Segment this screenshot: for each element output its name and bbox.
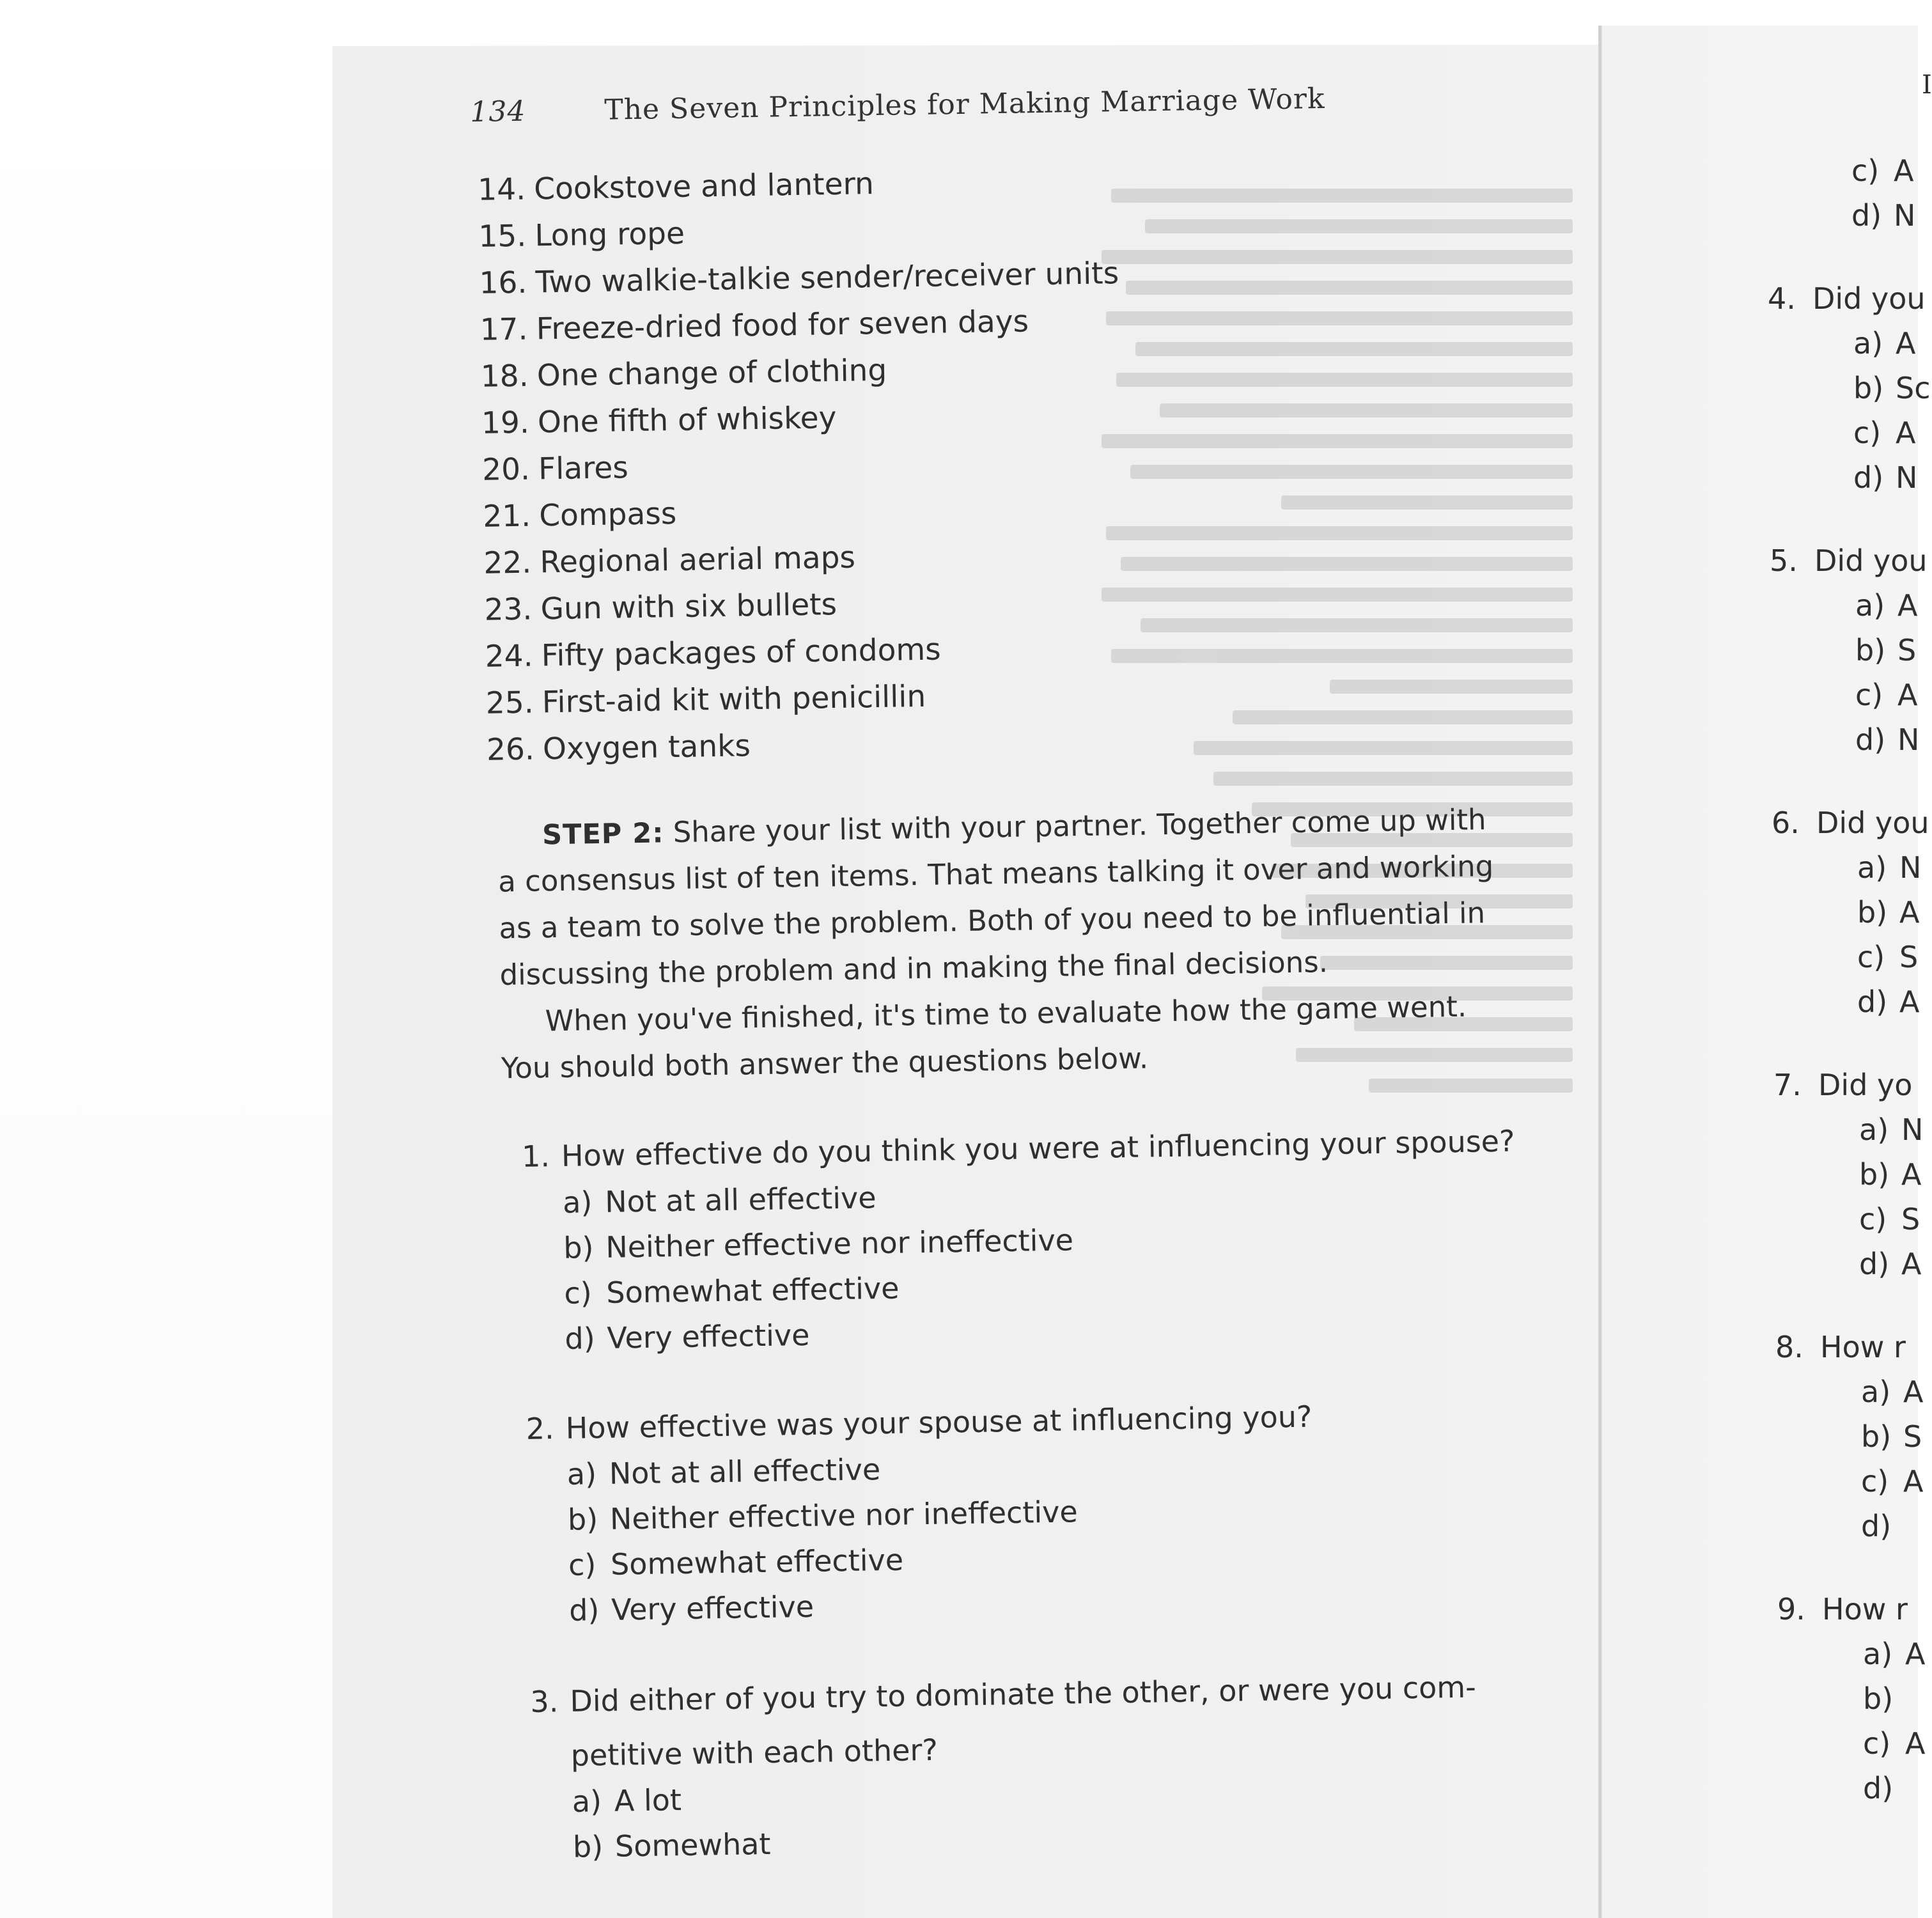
list-item: 24. Fifty packages of condoms <box>485 632 942 674</box>
list-item: 20. Flares <box>481 450 629 488</box>
right-option-item: c) S <box>1857 940 1919 974</box>
right-option-item: a) N <box>1859 1112 1924 1147</box>
step-label: STEP 2: <box>541 817 664 852</box>
right-option-item: c) A <box>1861 1464 1924 1499</box>
option-item: d) Very effective <box>565 1317 810 1356</box>
right-option-item: d) N <box>1853 460 1918 495</box>
list-item: 16. Two walkie-talkie sender/receiver units <box>479 256 1119 301</box>
list-item: 21. Compass <box>482 496 677 534</box>
right-option-item: c) A <box>1863 1726 1926 1761</box>
right-question: 9. How r <box>1777 1592 1908 1626</box>
right-option-item: a) N <box>1857 850 1922 885</box>
right-question: 7. Did yo <box>1773 1068 1913 1102</box>
right-option-item: c) S <box>1859 1202 1920 1236</box>
right-option-item: a) A <box>1863 1637 1926 1671</box>
option-item: d) Very effective <box>568 1589 814 1628</box>
list-item: 23. Gun with six bullets <box>484 587 837 628</box>
step2-line: a consensus list of ten items. That means talking it over and working <box>497 849 1494 899</box>
right-question: 5. Did you <box>1770 543 1928 578</box>
list-item: 15. Long rope <box>478 215 685 254</box>
right-question: 4. Did you <box>1768 281 1926 316</box>
right-option-item: d) <box>1861 1509 1892 1543</box>
list-item: 18. One change of clothing <box>480 352 887 394</box>
right-running-header: I <box>1922 70 1932 100</box>
option-item: a) Not at all effective <box>562 1180 876 1220</box>
list-item: 22. Regional aerial maps <box>483 540 856 581</box>
paragraph-line: You should both answer the questions below. <box>501 1041 1149 1086</box>
list-item: 25. First-aid kit with penicillin <box>485 678 926 721</box>
option-item: b) Somewhat <box>572 1826 771 1864</box>
step2-line: STEP 2: Share your list with your partner. Together come up with <box>541 802 1487 852</box>
running-head-title: The Seven Principles for Making Marriage Work <box>604 82 1325 127</box>
question-2: 2. How effective was your spouse at influencing you? <box>526 1399 1313 1446</box>
right-option-item: b) S <box>1861 1419 1922 1454</box>
right-option-item: d) <box>1863 1771 1894 1805</box>
right-option-item: c) A <box>1853 416 1916 450</box>
step2-line: as a team to solve the problem. Both of you need to be influential in <box>499 896 1486 946</box>
right-option-item: a) A <box>1853 326 1916 361</box>
right-page-clip <box>1602 26 1932 1918</box>
right-option-item: c) A <box>1855 678 1918 712</box>
step2-line: discussing the problem and in making the final decisions. <box>499 945 1328 992</box>
option-item: b) Neither effective nor ineffective <box>567 1494 1079 1537</box>
right-option-item: b) <box>1863 1681 1894 1716</box>
right-option-item: a) A <box>1855 588 1918 623</box>
question-1: 1. How effective do you think you were at influencing your spouse? <box>521 1123 1515 1174</box>
right-option-item: b) S <box>1855 633 1917 667</box>
option-item: a) A lot <box>572 1782 682 1819</box>
right-option-item: d) N <box>1855 722 1920 757</box>
right-question: 8. How r <box>1775 1330 1906 1364</box>
right-page-lines <box>1602 26 1931 1918</box>
right-option-item: d) A <box>1857 985 1920 1019</box>
list-item: 19. One fifth of whiskey <box>481 400 837 441</box>
right-option-item: d) A <box>1859 1247 1922 1281</box>
right-option-item: b) Sc <box>1853 371 1931 405</box>
option-item: c) Somewhat effective <box>568 1542 904 1582</box>
paragraph-line: When you've finished, it's time to evaluate how the game went. <box>545 989 1467 1038</box>
option-item: c) Somewhat effective <box>564 1270 900 1311</box>
question-3-continuation: petitive with each other? <box>570 1732 939 1773</box>
list-item: 14. Cookstove and lantern <box>477 166 875 208</box>
option-item: b) Neither effective nor ineffective <box>563 1222 1074 1265</box>
right-option-item: d) N <box>1851 198 1916 233</box>
option-item: a) Not at all effective <box>566 1452 881 1492</box>
right-option-item: c) A <box>1851 153 1914 188</box>
right-option-item: b) A <box>1857 895 1920 930</box>
question-3: 3. Did either of you try to dominate the other, or were you com- <box>530 1669 1477 1719</box>
right-question: 6. Did you <box>1772 806 1929 840</box>
right-option-item: b) A <box>1859 1157 1922 1192</box>
page-number: 134 <box>470 95 526 129</box>
right-option-item: a) A <box>1861 1375 1924 1409</box>
list-item: 26. Oxygen tanks <box>486 728 751 768</box>
list-item: 17. Freeze-dried food for seven days <box>479 304 1029 348</box>
